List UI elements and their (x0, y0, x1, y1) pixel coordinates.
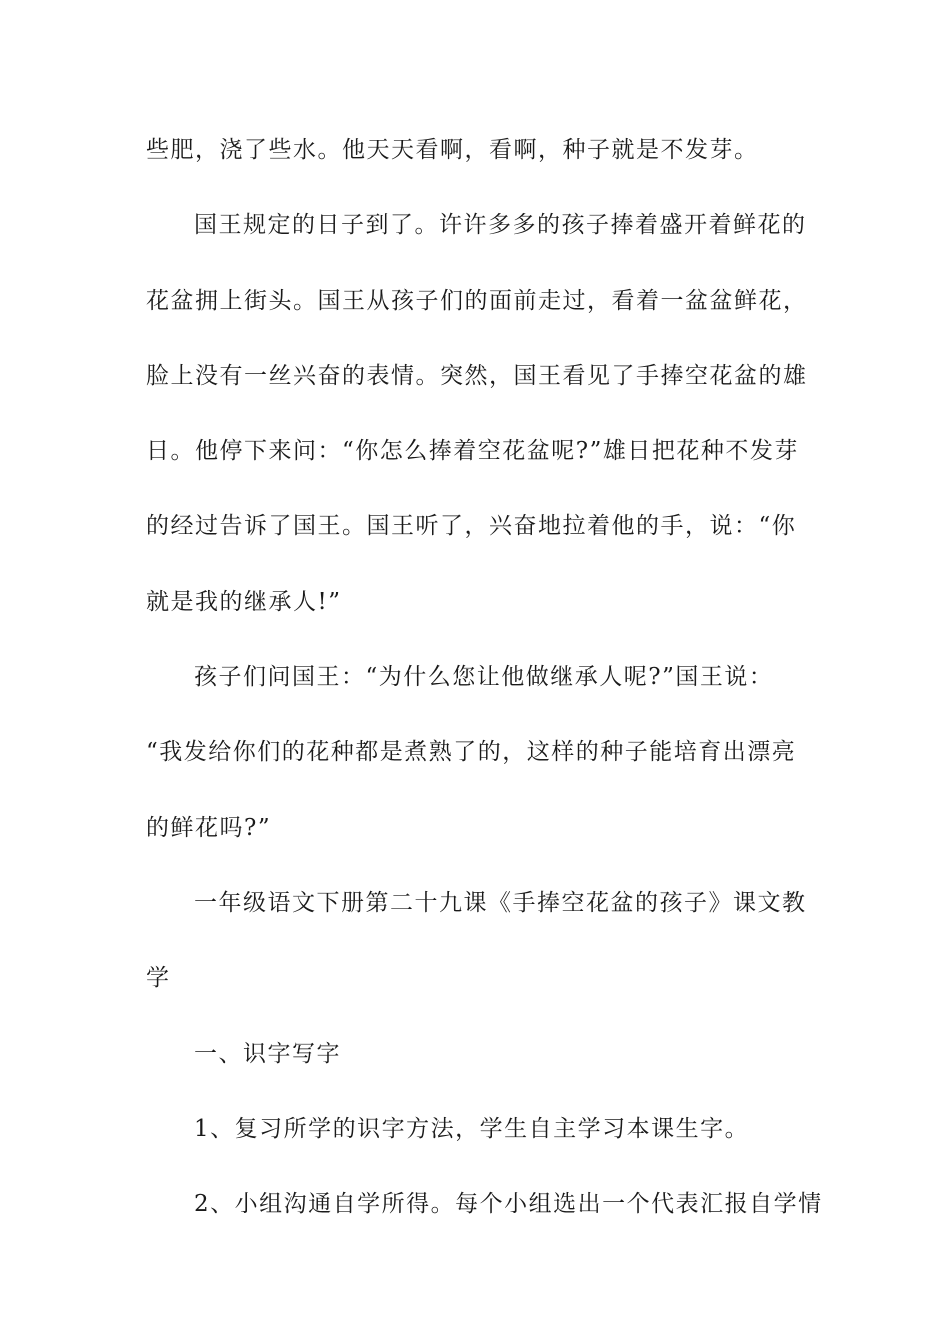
paragraph-first-line: 孩子们问国王：“为什么您让他做继承人呢?”国王说： (194, 664, 774, 690)
list-item: 2、小组沟通自学所得。每个小组选出一个代表汇报自学情 (194, 1191, 823, 1217)
text-line: 日。他停下来问：“你怎么捧着空花盆呢?”雄日把花种不发芽 (146, 438, 799, 464)
paragraph-first-line: 国王规定的日子到了。许许多多的孩子捧着盛开着鲜花的 (194, 212, 807, 238)
text-line: 花盆拥上街头。国王从孩子们的面前走过，看着一盆盆鲜花， (146, 288, 808, 314)
text-line: 的经过告诉了国王。国王听了，兴奋地拉着他的手，说：“你 (146, 513, 797, 539)
text-line: 的鲜花吗?” (146, 815, 272, 841)
list-item: 1、复习所学的识字方法，学生自主学习本课生字。 (194, 1116, 750, 1142)
section-title-line: 学 (146, 965, 171, 991)
text-line: 些肥，浇了些水。他天天看啊，看啊，种子就是不发芽。 (146, 137, 759, 163)
section-heading: 一、识字写字 (194, 1041, 341, 1067)
text-line: 脸上没有一丝兴奋的表情。突然，国王看见了手捧空花盆的雄 (146, 363, 808, 389)
text-line: 就是我的继承人!” (146, 589, 342, 615)
text-line: “我发给你们的花种都是煮熟了的，这样的种子能培育出漂亮 (146, 739, 797, 765)
section-title-line: 一年级语文下册第二十九课《手捧空花盆的孩子》课文教 (194, 890, 807, 916)
